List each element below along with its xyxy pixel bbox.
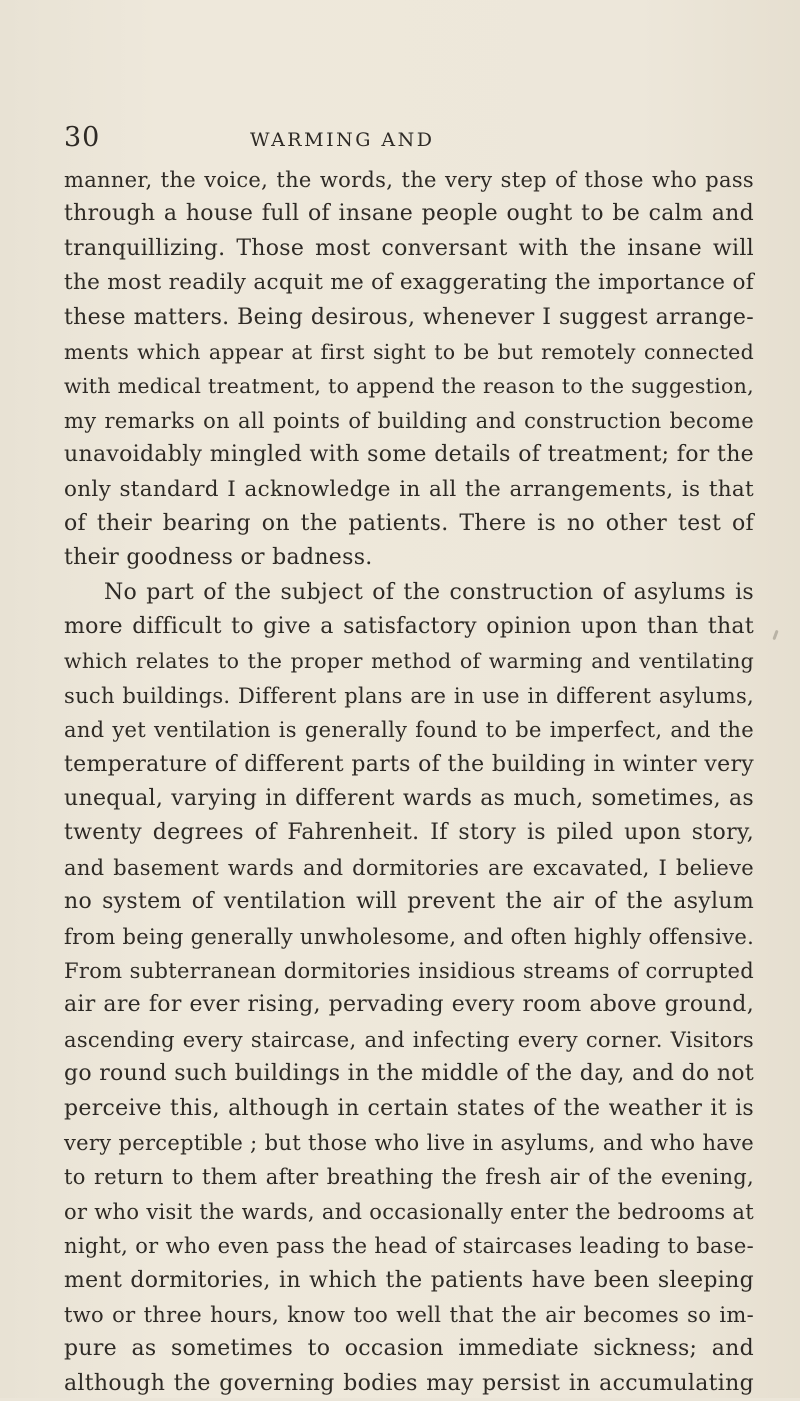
text-line: with medical treatment, to append the reason to the suggestion, [64,374,754,399]
text-line: through a house full of insane people ought to be calm and [64,201,754,227]
text-line-paragraph-start: No part of the subject of the construction of asylums is [104,579,754,605]
text-line: or who visit the wards, and occasionally enter the bedrooms at [64,1199,754,1224]
text-line: manner, the voice, the words, the very step of those who pass [64,168,754,192]
text-line: no system of ventilation will prevent the air of the asylum [64,889,754,915]
text-line: tranquillizing. Those most conversant with the insane will [64,235,754,261]
text-line: pure as sometimes to occasion immediate sickness; and [64,1336,754,1362]
text-line: two or three hours, know too well that the air becomes so im- [64,1302,754,1327]
text-line: to return to them after breathing the fresh air of the evening, [64,1165,754,1190]
text-line: ments which appear at first sight to be but remotely connected [64,339,754,364]
text-line: from being generally unwholesome, and often highly offensive. [64,924,755,949]
text-line: air are for ever rising, pervading every room above ground, [64,992,754,1018]
text-line: which relates to the proper method of warming and ventilating [64,649,754,674]
text-line: go round such buildings in the middle of the day, and do not [64,1061,754,1087]
text-line: only standard I acknowledge in all the arrangements, is that [64,476,754,502]
text-line: although the governing bodies may persist in accumulating [64,1370,754,1396]
text-line: the most readily acquit me of exaggerating the importance of [64,270,754,296]
text-line: unequal, varying in different wards as much, sometimes, as [64,786,754,812]
text-line: unavoidably mingled with some details of treatment; for the [64,442,754,468]
text-line: my remarks on all points of building and construction become [64,408,754,433]
text-line: From subterranean dormitories insidious streams of corrupted [64,958,754,983]
text-line: of their bearing on the patients. There is no other test of [64,510,754,536]
body-text [64,163,754,1401]
text-line: temperature of different parts of the building in winter very [64,751,754,777]
margin-ink-mark [772,630,778,640]
text-line: and basement wards and dormitories are excavated, I believe [64,855,754,880]
text-line: ascending every staircase, and infecting every corner. Visitors [64,1027,754,1052]
text-line: such buildings. Different plans are in use in different asylums, [64,683,754,708]
page-number: 30 [64,122,101,153]
text-line: twenty degrees of Fahrenheit. If story is piled upon story, [64,820,754,846]
text-line: perceive this, although in certain states of the weather it is [64,1095,754,1121]
text-line: and yet ventilation is generally found to be imperfect, and the [64,718,754,743]
text-line: more difficult to give a satisfactory opinion upon than that [64,614,754,640]
page-header [0,122,800,154]
text-line-paragraph-end: their goodness or badness. [64,545,373,571]
text-line: night, or who even pass the head of staircases leading to base- [64,1234,754,1259]
text-line: these matters. Being desirous, whenever I suggest arrange- [64,304,754,330]
running-head: WARMING AND [250,129,435,151]
text-line: very perceptible ; but those who live in asylums, and who have [64,1130,754,1155]
text-line: ment dormitories, in which the patients have been sleeping [64,1267,754,1293]
